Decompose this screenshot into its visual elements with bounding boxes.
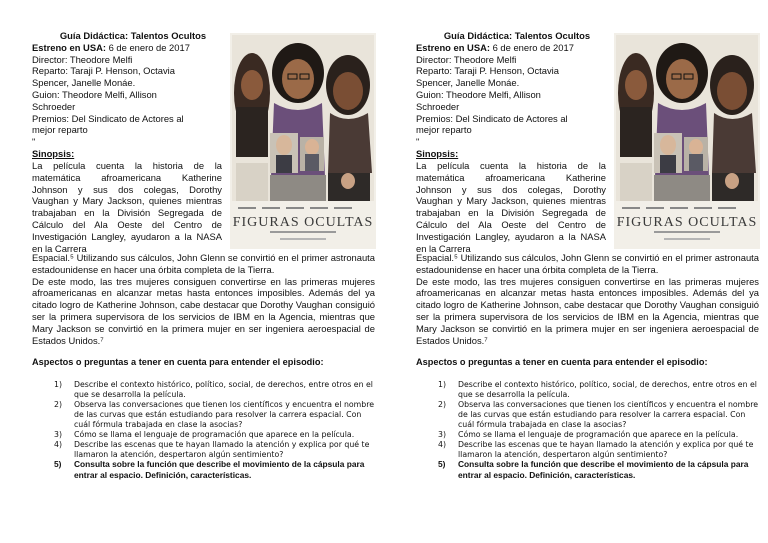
list-item [54, 459, 375, 479]
script-line-1: Guion: Theodore Melfi, Allison [32, 88, 157, 100]
question-text: Describe las escenas que te hayan llamado la atención y explica por qué te llamaron la atención, despertaron algún sentimiento? [74, 439, 370, 459]
poster-art [230, 33, 376, 249]
question-number: 2) [438, 399, 447, 409]
film-info [32, 30, 222, 254]
aspects-heading: Aspectos o preguntas a tener en cuenta para entender el episodio: [32, 357, 324, 368]
question-number: 1) [438, 380, 447, 390]
awards-line-1: Premios: Del Sindicato de Actores al [32, 112, 184, 124]
synopsis-continuation-1: Espacial.⁵ Utilizando sus cálculos, John Glenn se convirtió en el primer astronauta estadounidense en hacer una órbita completa de la Tierra. [32, 252, 375, 275]
release-label: Estreno en USA: [32, 41, 106, 53]
script-line-1: Guion: Theodore Melfi, Allison [416, 88, 541, 100]
question-number: 5) [438, 459, 446, 470]
poster-art [614, 33, 760, 249]
list-item [54, 400, 375, 430]
synopsis-continuation-1: Espacial.⁵ Utilizando sus cálculos, John Glenn se convirtió en el primer astronauta estadounidense en hacer una órbita completa de la Tierra. [416, 252, 759, 275]
header-block [416, 30, 759, 252]
cast-line-2: Spencer, Janelle Monáe. [32, 77, 136, 89]
aspects-heading: Aspectos o preguntas a tener en cuenta para entender el episodio: [416, 357, 708, 368]
question-text: Consulta sobre la función que describe el movimiento de la cápsula para entrar al espacio. Definición, características. [458, 459, 749, 480]
release-line [416, 42, 606, 54]
list-item [54, 440, 375, 460]
question-number: 3) [438, 429, 447, 439]
release-label: Estreno en USA: [416, 41, 490, 53]
synopsis-heading: Sinopsis: [32, 148, 75, 160]
quote-mark: " [32, 136, 36, 148]
poster-title: FIGURAS OCULTAS [232, 215, 374, 230]
page-copy-right [384, 0, 768, 543]
list-item [54, 430, 375, 440]
synopsis-text: La película cuenta la historia de la matemática afroamericana Katherine Johnson y sus dos colegas, Dorothy Vaughan y Mary Jackson, quienes mientras trabajaban en la División Segregada de Cálculo del Ala Oeste del Centro de Investigación Langley, ayudaron a la NASA en la Carrera [416, 159, 606, 254]
movie-poster [614, 33, 760, 249]
list-item [438, 380, 759, 400]
synopsis-continuation-2: De este modo, las tres mujeres consiguen convertirse en las primeras mujeres afroamericanas en alcanzar metas hasta entonces imposibles. Además del ya citado logro de Katherine Johnson, cabe destacar que Dorothy Vaughan consiguió ser la primera supervisora de los servicios de IBM en la Agencia, mientras que Mary Jackson se convirtió en la primera mujer en ser ingeniera aeroespacial de Estados Unidos.⁷ [32, 275, 375, 346]
question-number: 4) [54, 439, 63, 449]
film-info [416, 30, 606, 254]
synopsis-text: La película cuenta la historia de la matemática afroamericana Katherine Johnson y sus dos colegas, Dorothy Vaughan y Mary Jackson, quienes mientras trabajaban en la División Segregada de Cálculo del Ala Oeste del Centro de Investigación Langley, ayudaron a la NASA en la Carrera [32, 159, 222, 254]
question-number: 5) [54, 459, 62, 470]
release-value: 6 de enero de 2017 [489, 41, 574, 53]
release-value: 6 de enero de 2017 [105, 41, 190, 53]
cast-line-1: Reparto: Taraji P. Henson, Octavia [32, 65, 175, 77]
questions-list [416, 380, 759, 480]
cast-line-1: Reparto: Taraji P. Henson, Octavia [416, 65, 559, 77]
guide-title: Guía Didáctica: Talentos Ocultos [443, 30, 591, 41]
question-number: 1) [54, 380, 63, 390]
question-text: Describe el contexto histórico, político, social, de derechos, entre otros en el que se desarrolla la película. [74, 380, 373, 400]
director-line: Director: Theodore Melfi [32, 53, 133, 65]
awards-line-2: mejor reparto [416, 124, 472, 136]
quote-mark: " [416, 136, 420, 148]
release-line [32, 42, 222, 54]
questions-list [32, 380, 375, 480]
poster-title: FIGURAS OCULTAS [616, 215, 758, 230]
list-item [438, 440, 759, 460]
list-item [438, 430, 759, 440]
synopsis-heading: Sinopsis: [416, 148, 459, 160]
director-line: Director: Theodore Melfi [416, 53, 517, 65]
question-text: Describe el contexto histórico, político, social, de derechos, entre otros en el que se desarrolla la película. [458, 380, 757, 400]
guide-title: Guía Didáctica: Talentos Ocultos [59, 30, 207, 41]
question-text: Consulta sobre la función que describe el movimiento de la cápsula para entrar al espacio. Definición, características. [74, 459, 365, 480]
question-text: Observa las conversaciones que tienen los científicos y encuentra el nombre de las curvas que están estudiando para resolver la carrera espacial. Con cuál fórmula trabajada en clase la asocias? [458, 399, 759, 429]
list-item [438, 400, 759, 430]
question-text: Cómo se llama el lenguaje de programación que aparece en la película. [74, 429, 355, 439]
synopsis-continuation-2: De este modo, las tres mujeres consiguen convertirse en las primeras mujeres afroamericanas en alcanzar metas hasta entonces imposibles. Además del ya citado logro de Katherine Johnson, cabe destacar que Dorothy Vaughan consiguió ser la primera supervisora de los servicios de IBM en la Agencia, mientras que Mary Jackson se convirtió en la primera mujer en ser ingeniera aeroespacial de Estados Unidos.⁷ [416, 275, 759, 346]
awards-line-2: mejor reparto [32, 124, 88, 136]
document-page [32, 30, 375, 480]
question-text: Cómo se llama el lenguaje de programación que aparece en la película. [458, 429, 739, 439]
header-block [32, 30, 375, 252]
script-line-2: Schroeder [416, 100, 460, 112]
cast-line-2: Spencer, Janelle Monáe. [416, 77, 520, 89]
question-number: 3) [54, 429, 63, 439]
question-number: 2) [54, 399, 63, 409]
question-number: 4) [438, 439, 447, 449]
awards-line-1: Premios: Del Sindicato de Actores al [416, 112, 568, 124]
question-text: Describe las escenas que te hayan llamado la atención y explica por qué te llamaron la atención, despertaron algún sentimiento? [458, 439, 754, 459]
question-text: Observa las conversaciones que tienen los científicos y encuentra el nombre de las curvas que están estudiando para resolver la carrera espacial. Con cuál fórmula trabajada en clase la asocias? [74, 399, 375, 429]
document-page [416, 30, 759, 480]
script-line-2: Schroeder [32, 100, 76, 112]
list-item [54, 380, 375, 400]
list-item [438, 459, 759, 479]
movie-poster [230, 33, 376, 249]
